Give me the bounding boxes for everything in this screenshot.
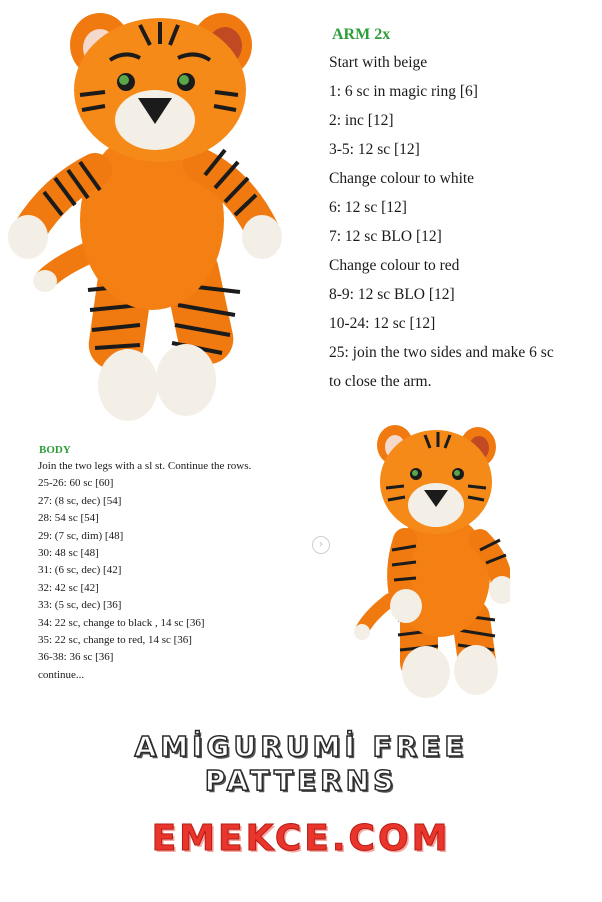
body-line: Join the two legs with a sl st. Continue the rows. xyxy=(38,460,252,472)
body-line: 29: (7 sc, dim) [48] xyxy=(38,529,124,542)
arm-line: 8-9: 12 sc BLO [12] xyxy=(329,286,455,303)
arm-line: to close the arm. xyxy=(329,373,432,390)
arm-line: Start with beige xyxy=(329,54,428,71)
body-line: 33: (5 sc, dec) [36] xyxy=(38,599,122,612)
cropped-heading-fragment xyxy=(360,0,490,4)
body-line: continue... xyxy=(38,668,85,681)
carousel-dot-icon[interactable]: › xyxy=(312,536,330,554)
arm-line: 1: 6 sc in magic ring [6] xyxy=(329,83,478,100)
body-line: 34: 22 sc, change to black , 14 sc [36] xyxy=(38,616,205,629)
body-line: 30: 48 sc [48] xyxy=(38,547,99,560)
arm-line: 7: 12 sc BLO [12] xyxy=(329,228,442,245)
arm-line: 6: 12 sc [12] xyxy=(329,199,407,216)
body-heading: BODY xyxy=(39,444,71,456)
brand-line-2: PATTERNS xyxy=(204,764,398,797)
brand-line-1: AMİGURUMİ FREE xyxy=(134,730,468,763)
site-name[interactable]: EMEKCE.COM xyxy=(151,818,451,859)
tiger-toy-image xyxy=(0,0,300,430)
body-line: 27: (8 sc, dec) [54] xyxy=(38,494,122,507)
body-line: 32: 42 sc [42] xyxy=(38,581,99,594)
body-line: 25-26: 60 sc [60] xyxy=(38,477,114,490)
arm-line: 25: join the two sides and make 6 sc xyxy=(329,344,554,361)
arm-pattern-section xyxy=(329,26,597,396)
arm-line: Change colour to white xyxy=(329,170,475,187)
arm-line: 2: inc [12] xyxy=(329,112,394,129)
body-line: 28: 54 sc [54] xyxy=(38,512,99,525)
body-line: 31: (6 sc, dec) [42] xyxy=(38,564,122,577)
tiger-toy-image-small xyxy=(350,410,510,705)
brand-title xyxy=(0,730,602,798)
arm-heading: ARM 2x xyxy=(332,26,391,43)
arm-line: 10-24: 12 sc [12] xyxy=(329,315,436,332)
arm-line: 3-5: 12 sc [12] xyxy=(329,141,420,158)
body-line: 36-38: 36 sc [36] xyxy=(38,651,114,664)
body-pattern-section xyxy=(38,444,338,684)
arm-line: Change colour to red xyxy=(329,257,460,274)
body-line: 35: 22 sc, change to red, 14 sc [36] xyxy=(38,634,192,647)
